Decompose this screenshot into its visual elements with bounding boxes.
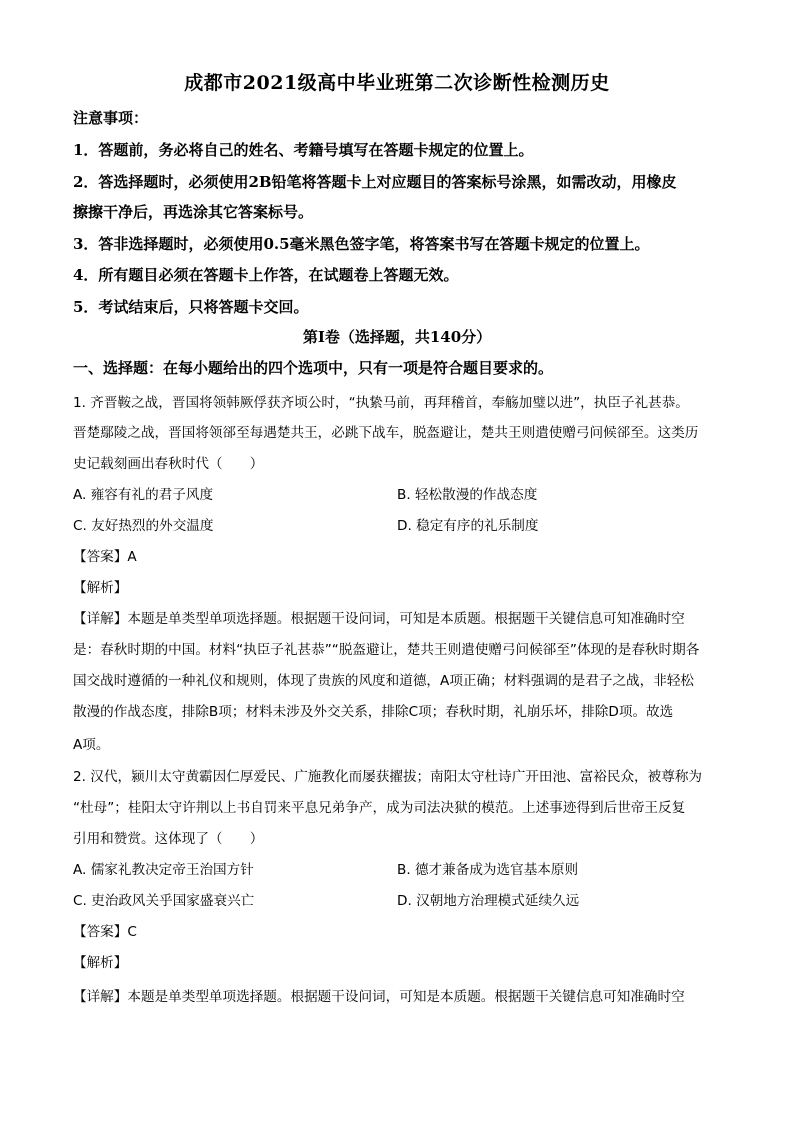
notice-item-2: 2．答选择题时，必须使用2B铅笔将答题卡上对应题目的答案标号涂黑，如需改动，用橡皮 — [73, 173, 677, 191]
q2-option-d: D. 汉朝地方治理模式延续久远 — [397, 893, 580, 909]
q2-detail-line-1: 【详解】本题是单类型单项选择题。根据题干设问词，可知是本质题。根据题干关键信息可知准确时空 — [73, 989, 685, 1005]
q2-option-c: C. 吏治政风关乎国家盛衰兴亡 — [73, 893, 255, 909]
q1-detail-line-1: 【详解】本题是单类型单项选择题。根据题干设问词，可知是本质题。根据题干关键信息可知准确时空 — [73, 611, 685, 627]
q1-detail-line-4: 散漫的作战态度，排除B项；材料未涉及外交关系，排除C项；春秋时期，礼崩乐坏，排除D项。故选 — [73, 704, 674, 720]
q2-analysis-heading: 【解析】 — [73, 955, 128, 971]
q1-option-a: A. 雍容有礼的君子风度 — [73, 487, 214, 503]
section-heading: 一、选择题：在每小题给出的四个选项中，只有一项是符合题目要求的。 — [73, 359, 554, 377]
q2-option-b: B. 德才兼备成为选官基本原则 — [397, 862, 579, 878]
q1-option-d: D. 稳定有序的礼乐制度 — [397, 518, 539, 534]
q1-detail-line-2: 是：春秋时期的中国。材料“执臣子礼甚恭”“脱盔避让，楚共王则遣使赠弓问候郤至”体现的是春秋时期各 — [73, 642, 700, 658]
notice-heading: 注意事项： — [73, 109, 149, 127]
q1-detail-line-5: A项。 — [73, 737, 110, 753]
notice-item-2-cont: 擦擦干净后，再选涂其它答案标号。 — [73, 203, 314, 221]
q2-answer: 【答案】C — [73, 924, 137, 940]
notice-item-4: 4．所有题目必须在答题卡上作答，在试题卷上答题无效。 — [73, 266, 459, 284]
q1-stem-line-3: 史记载刻画出春秋时代（ ） — [73, 456, 264, 472]
page-title: 成都市2021级高中毕业班第二次诊断性检测历史 — [184, 72, 610, 94]
q2-option-a: A. 儒家礼教决定帝王治国方针 — [73, 862, 254, 878]
q1-analysis-heading: 【解析】 — [73, 580, 128, 596]
q1-option-b: B. 轻松散漫的作战态度 — [397, 487, 538, 503]
q2-stem-line-3: 引用和赞赏。这体现了（ ） — [73, 831, 264, 847]
q2-stem-line-1: 2. 汉代，颍川太守黄霸因仁厚爱民、广施教化而屡获擢拔；南阳太守杜诗广开田池、富裕民众，被尊称为 — [73, 769, 703, 785]
q1-answer: 【答案】A — [73, 549, 137, 565]
q2-stem-line-2: “杜母”；桂阳太守许荆以上书自罚来平息兄弟争产，成为司法决狱的模范。上述事迹得到后世帝王反复 — [73, 800, 686, 816]
notice-item-1: 1．答题前，务必将自己的姓名、考籍号填写在答题卡规定的位置上。 — [73, 141, 534, 159]
notice-item-3: 3．答非选择题时，必须使用0.5毫米黑色签字笔，将答案书写在答题卡规定的位置上。 — [73, 235, 650, 253]
q1-stem-line-1: 1. 齐晋鞍之战，晋国将领韩厥俘获齐顷公时，“执絷马前，再拜稽首，奉觞加璧以进”，执臣子礼甚恭。 — [73, 395, 689, 411]
volume-heading: 第Ⅰ卷（选择题，共140分） — [302, 328, 492, 346]
q1-detail-line-3: 国交战时遵循的一种礼仪和规则，体现了贵族的风度和道德，A项正确；材料强调的是君子之战，非轻松 — [73, 673, 695, 689]
q1-option-c: C. 友好热烈的外交温度 — [73, 518, 214, 534]
q1-stem-line-2: 晋楚鄢陵之战，晋国将领郤至每遇楚共王，必跳下战车，脱盔避让，楚共王则遣使赠弓问候郤至。这类历 — [73, 425, 699, 441]
notice-item-5: 5．考试结束后，只将答题卡交回。 — [73, 298, 309, 316]
